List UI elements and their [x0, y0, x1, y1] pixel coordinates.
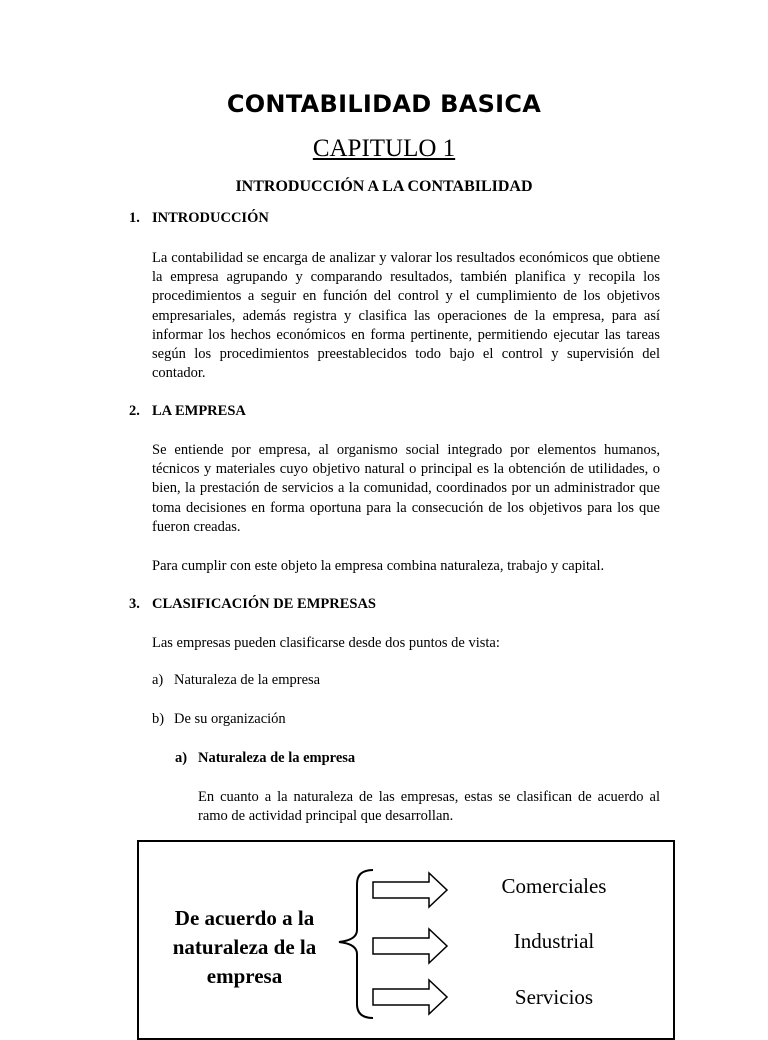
list-marker: b) — [152, 711, 165, 727]
section-number: 1. — [129, 210, 140, 226]
curly-brace-icon — [339, 870, 373, 1018]
section-heading-clasificacion — [129, 596, 376, 613]
diagram-category: Industrial — [513, 929, 595, 953]
paragraph-naturaleza: En cuanto a la naturaleza de las empresas, estas se clasifican de acuerdo al ramo de actividad principal que desarrollan. — [198, 789, 660, 825]
chapter-heading: CAPITULO 1 — [312, 135, 456, 162]
paragraph-clasificacion-intro: Las empresas pueden clasificarse desde dos puntos de vista: — [152, 635, 500, 651]
section-title: INTRODUCCIÓN — [152, 210, 269, 226]
diagram-label-line: naturaleza de la — [172, 935, 317, 959]
diagram-label-line: empresa — [206, 964, 283, 988]
list-item — [152, 711, 286, 728]
paragraph-empresa-objeto: Para cumplir con este objeto la empresa combina naturaleza, trabajo y capital. — [152, 558, 605, 574]
document-title: CONTABILIDAD BASICA — [226, 90, 542, 118]
section-heading-empresa — [129, 403, 246, 420]
paragraph-introduccion: La contabilidad se encarga de analizar y valorar los resultados económicos que obtiene la empresa agrupando y comparando resultados, también planifica y recopila los procedimientos a seguir en función del control y el cumplimiento de los objetivos empresariales, además registra y clasifica las operaciones de la empresa, para así informar los hechos económicos en forma pertinente, permitiendo ejecutar las tareas según los procedimientos preestablecidos todo bajo el control y supervisión del contador. — [152, 250, 660, 382]
section-number: 2. — [129, 403, 140, 419]
section-heading-introduccion — [129, 210, 269, 227]
arrow-right-icon — [373, 873, 447, 907]
subsection-heading-naturaleza — [175, 750, 355, 767]
subsection-title: Naturaleza de la empresa — [198, 750, 356, 766]
list-item — [152, 672, 320, 689]
arrow-right-icon — [373, 980, 447, 1014]
chapter-subtitle: INTRODUCCIÓN A LA CONTABILIDAD — [235, 178, 533, 195]
list-marker: a) — [152, 672, 164, 688]
arrow-right-icon — [373, 929, 447, 963]
diagram-category: Comerciales — [501, 874, 607, 898]
list-item-text: De su organización — [174, 711, 286, 727]
diagram-label-line: De acuerdo a la — [174, 906, 315, 930]
section-number: 3. — [129, 596, 140, 612]
list-item-text: Naturaleza de la empresa — [174, 672, 321, 688]
subsection-marker: a) — [175, 750, 188, 766]
section-title: CLASIFICACIÓN DE EMPRESAS — [152, 596, 376, 612]
classification-diagram — [137, 840, 675, 1040]
paragraph-empresa-definition: Se entiende por empresa, al organismo social integrado por elementos humanos, técnicos y materiales cuyo objetivo natural o principal es la obtención de utilidades, o bien, la prestación de servicios a la comunidad, coordinados por un administrador que toma decisiones en forma oportuna para la consecución de los objetivos para los que fueron creadas. — [152, 442, 660, 535]
section-title: LA EMPRESA — [152, 403, 246, 419]
diagram-category: Servicios — [514, 985, 594, 1009]
